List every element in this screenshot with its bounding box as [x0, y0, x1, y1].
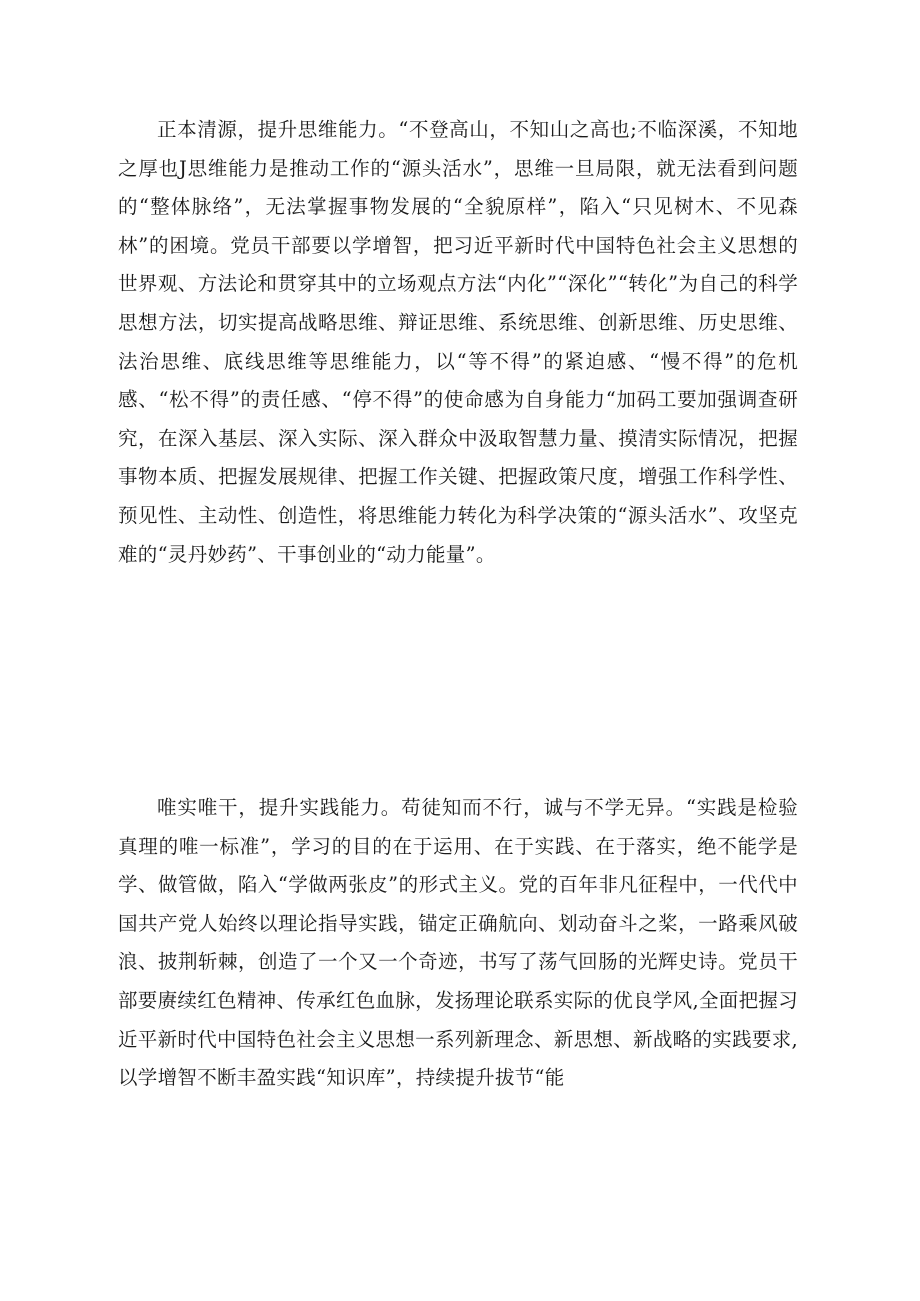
paragraph-practice-ability: 唯实唯干，提升实践能力。苟徒知而不行，诚与不学无异。“实践是检验真理的唯一标准”，学习的目的在于运用、在于实践、在于落实，绝不能学是学、做管做，陷入“学做两张皮”的形式主义。党的百年非凡征程中，一代代中国共产党人始终以理论指导实践，锚定正确航向、划动奋斗之桨，一路乘风破浪、披荆斩棘，创造了一个又一个奇迹，书写了荡气回肠的光辉史诗。党员干部要赓续红色精神、传承红色血脉，发扬理论联系实际的优良学风,全面把握习近平新时代中国特色社会主义思想一系列新理念、新思想、新战略的实践要求,以学增智不断丰盈实践“知识库”，持续提升拔节“能 — [118, 796, 798, 1090]
paragraph-thinking-ability: 正本清源，提升思维能力。“不登高山，不知山之高也;不临深溪，不知地之厚也J思维能力是推动工作的“源头活水”，思维一旦局限，就无法看到问题的“整体脉络”，无法掌握事物发展的“全貌原样”，陷入“只见树木、不见森林”的困境。党员干部要以学增智，把习近平新时代中国特色社会主义思想的世界观、方法论和贯穿其中的立场观点方法“内化”“深化”“转化”为自己的科学思想方法，切实提高战略思维、辩证思维、系统思维、创新思维、历史思维、法治思维、底线思维等思维能力，以“等不得”的紧迫感、“慢不得”的危机感、“松不得”的责任感、“停不得”的使命感为自身能力“加码工要加强调查研究，在深入基层、深入实际、深入群众中汲取智慧力量、摸清实际情况，把握事物本质、把握发展规律、把握工作关键、把握政策尺度，增强工作科学性、预见性、主动性、创造性，将思维能力转化为科学决策的“源头活水”、攻坚克难的“灵丹妙药”、干事创业的“动力能量”。 — [118, 118, 798, 566]
